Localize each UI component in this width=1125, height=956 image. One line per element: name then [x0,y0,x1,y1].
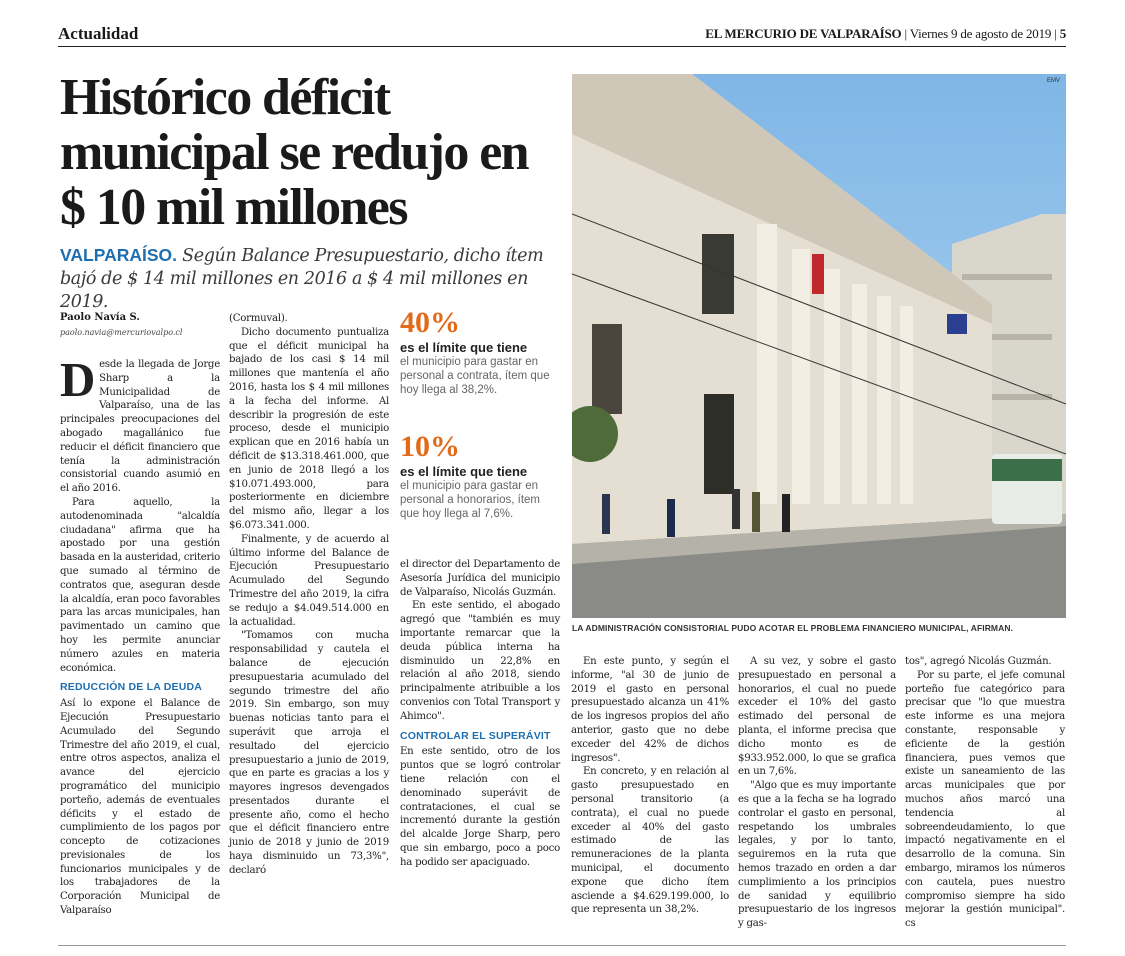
closing-text: Por su parte, el jefe comunal porteño fue categórico para precisar que "lo que muestra este informe es una mejora constante, responsable y eficiente de la gestión financiera, pues vemos que existe un saneamiento de las arcas municipales que por muchos años marcó una tendencia al sobreendeudamiento, lo que impactó negativamente en el desarrollo de la comuna. Sin embargo, miramos los números con cautela, pues nuestro compromiso siempre ha sido mejorar la gestión municipal". [905,669,1065,916]
paragraph: "Algo que es muy importante es que a la fecha se ha logrado controlar el gasto en personal, respetando los umbrales legales, y por lo tanto, seguiremos en la ruta que hemos trazado en orden a dar cumplimiento a los principios de sanidad y equilibrio presupuestario de los ingresos y gas- [738,780,896,930]
drop-cap: D [60,352,96,407]
paragraph: En este sentido, el abogado agregó que "también es muy importante remarcar que la deuda pública interna ha disminuido un 22,8% en relación al año 2018, siendo principalmente atribuible a los convenios con Total Transport y Ahimco". [400,600,560,722]
stat-value: 10% [400,430,460,463]
paragraph: "Tomamos con mucha responsabilidad y cautela el balance de ejecución presupuestaria acumulado del segundo trimestre del año 2019. Sin embargo, son muy buenas noticias tanto para el superávit que arroja el resultado del ejercicio presupuestario a junio de 2019, que en parte es gracias a los y mayores ingresos devengados presentados durante el presente año, como el hecho que el déficit financiero entre junio de 2018 y junio de 2019 haya disminuido un 73,3%", declaró [229,630,389,876]
paragraph: En concreto, y en relación al gasto presupuestado en personal transitorio (a contrata), el cual no puede exceder al 40% del gasto estimado de las remuneraciones de la planta municipal, el documento expone que dicho ítem asciende a $4.629.199.000, lo que representa un 38,2%. [571,766,729,916]
article-photo [572,74,1066,618]
subhead-text: Según Balance Presupuestario, dicho ítem bajó de $ 14 mil millones en 2016 a $ 4 mil millones en 2019. [60,246,544,312]
paragraph: En este sentido, otro de los puntos que se logró controlar tiene relación con el denominado superávit de contrataciones, el cual se incrementó durante la gestión del alcalde Jorge Sharp, pero que sin embargo, poco a poco ha podido ser apaciguado. [400,746,560,868]
building-illustration [572,74,1066,618]
stat-description: el municipio para gastar en personal a honorarios, ítem que hoy llega al 7,6%. [400,480,540,520]
article-column-2 [229,312,389,878]
paragraph: A su vez, y sobre el gasto presupuestado en personal a honorarios, el cual no puede exceder el 10% del gasto estimado del personal de planta, el informe precisa que dicho monto es de $933.952.000, lo que se grafica en un 7,6%. [738,656,896,778]
article-column-6 [905,655,1065,931]
end-mark: cs [905,918,916,930]
paragraph: Así lo expone el Balance de Ejecución Presupuestario Acumulado del Segundo Trimestre del año 2019, el cual, entre otros aspectos, analiza el avance del ejercicio programático del municipio porteño, además de eventuales déficits y el estado de cumplimiento de los pagos por concepto de cotizaciones previsionales de los funcionarios municipales y de los trabajadores de la Corporación Municipal de Valparaíso [60,698,220,917]
masthead [705,26,1066,42]
section-name: Actualidad [58,24,139,43]
section-heading-deuda: REDUCCIÓN DE LA DEUDA [60,681,203,694]
paragraph: Finalmente, y de acuerdo al último informe del Balance de Ejecución Presupuestario Acumulado del Segundo Trimestre del año 2019, la cifra se redujo a $4.049.514.000 en la actualidad. [229,533,389,628]
section-heading-superavit: CONTROLAR EL SUPERÁVIT [400,729,551,742]
article-column-1 [60,352,220,918]
author-name: Paolo Navía S. [60,312,140,323]
page-header [58,22,1066,47]
subhead [60,244,565,314]
stat-box-1 [400,308,560,397]
stat-value: 40% [400,306,460,339]
article-column-5 [738,655,896,931]
bottom-rule [58,945,1066,946]
paragraph: el director del Departamento de Asesoría Jurídica del municipio de Valparaíso, Nicolás Guzmán. [400,559,560,598]
article-column-3 [400,558,560,870]
masthead-sep-2: | [1051,26,1060,41]
paragraph [905,669,1065,931]
article-column-4 [571,655,729,917]
page-number: 5 [1059,26,1066,41]
stat-box-2 [400,432,560,521]
paragraph: Dicho documento puntualiza que el déficit municipal ha bajado de los casi $ 14 mil millones que mantenía el año 2016, hasta los $ 4 mil millones a la fecha del informe. Al describir la progresión de este proceso, desde el municipio explican que en 2016 había un déficit de $13.318.461.000, que en junio de 2018 llegó a los $10.071.493.000, para posteriormente en diciembre del mismo año, llegar a los $6.073.341.000. [229,326,389,531]
stat-label: es el límite que tiene [400,464,528,479]
headline: Histórico déficit municipal se redujo en $ 10 mil millones [60,69,528,236]
stat-label: es el límite que tiene [400,340,528,355]
paragraph: tos", agregó Nicolás Guzmán. [905,656,1052,667]
paragraph: Para aquello, la autodenominada "alcaldía ciudadana" afirma que ha apostado por una gestión basada en la austeridad, criterio que sumado al término de contratos que, aseguran desde la alcaldía, eran poco favorables para las arcas municipales, han pavimentado un camino que hoy les permite anunciar número azules en materia económica. [60,496,220,674]
masthead-date: Viernes 9 de agosto de 2019 [909,26,1052,41]
author-email: paolo.navia@mercuriovalpo.cl [60,328,183,337]
masthead-sep: | [901,26,910,41]
photo-credit: EMV [1046,78,1060,84]
subhead-city: VALPARAÍSO. [60,245,177,265]
paragraph: (Cormuval). [229,313,288,324]
lead-text: esde la llegada de Jorge Sharp a la Municipalidad de Valparaíso, una de las principales preocupaciones del abogado magallánico fue reducir el déficit financiero que tenía la administración consistorial cuando asumió en el año 2016. [60,359,220,495]
masthead-paper: EL MERCURIO DE VALPARAÍSO [705,26,902,41]
photo-caption: LA ADMINISTRACIÓN CONSISTORIAL PUDO ACOTAR EL PROBLEMA FINANCIERO MUNICIPAL, AFIRMAN. [572,623,1014,633]
stat-description: el municipio para gastar en personal a contrata, ítem que hoy llega al 38,2%. [400,356,550,396]
paragraph: En este punto, y según el informe, "al 30 de junio de 2019 el gasto en personal presupuestado alcanza un 41% de los ingresos propios del año anterior, gasto que no debe exceder del 42% de dichos ingresos". [571,656,729,764]
lead-paragraph [60,352,220,496]
